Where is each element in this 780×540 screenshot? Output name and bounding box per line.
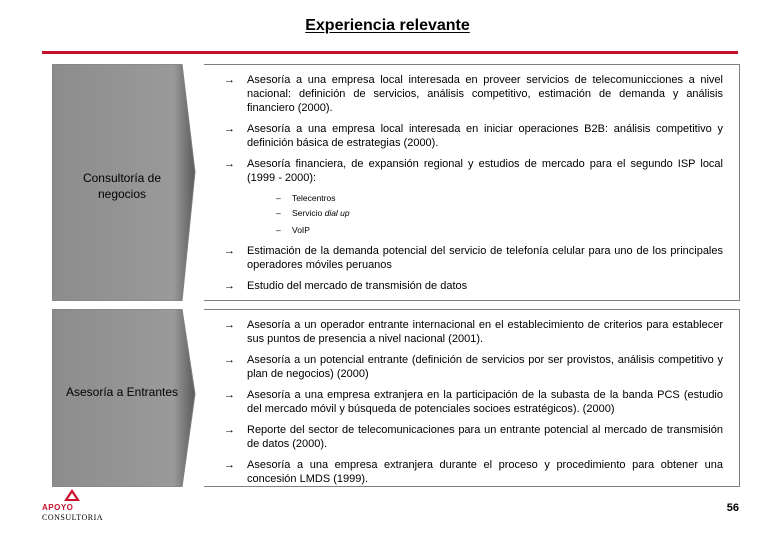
section-chevron [52,309,227,487]
sub-item-dialup [276,206,723,221]
arrow-right-icon: → [224,245,235,257]
arrow-right-icon: → [224,280,235,292]
item-text: Asesoría a un potencial entrante (definición de servicios por ser provistos, análisis competitivo y plan de negocios) (2000) [247,354,723,380]
sub-list [276,191,723,238]
page-title: Experiencia relevante [305,17,470,34]
sub-item-emphasis: dial up [324,208,350,218]
arrow-right-icon: → [224,424,235,436]
section-content-panel [204,64,740,301]
arrow-right-icon: → [224,354,235,366]
arrow-right-icon: → [224,389,235,401]
list-item [224,279,723,293]
item-text: Asesoría a un operador entrante internacional en el establecimiento de criterios para establecer sus puntos de presencia a nivel nacional (2001). [247,319,723,345]
section-entrantes [42,309,740,487]
arrow-right-icon: → [224,123,235,135]
item-text: Asesoría financiera, de expansión regional y estudios de mercado para el segundo ISP local (1999 - 2000): [247,158,723,184]
sub-item-text: VoIP [292,225,310,235]
title-divider [42,51,738,54]
list-item [224,157,723,185]
dash-icon: – [276,193,281,203]
section-chevron [52,64,227,301]
sub-item-text: Telecentros [292,193,336,203]
item-text: Estimación de la demanda potencial del servicio de telefonía celular para uno de los principales operadores móviles peruanos [247,245,723,271]
sub-item-voip [276,223,723,238]
item-text: Asesoría a una empresa extranjera durante el proceso y procedimiento para obtener una concesión LMDS (1999). [247,459,723,485]
section-label: Asesoría a Entrantes [65,385,179,399]
arrow-right-icon: → [224,459,235,471]
item-text: Reporte del sector de telecomunicaciones para un entrante potencial al mercado de transmisión de datos (2000). [247,424,723,450]
list-item [224,122,723,150]
list-item [224,423,723,451]
item-text: Asesoría a una empresa extranjera en la participación de la subasta de la banda PCS (estudio del mercado móvil y búsqueda de potenciales socioes estratégicos). (2000) [247,389,723,415]
company-logo [42,488,106,528]
sub-item-text: Servicio [292,208,325,218]
page-number: 56 [726,502,739,514]
item-text: Asesoría a una empresa local interesada en proveer servicios de telecomunicciones a nivel nacional: definición de servicios, análisis competitivo, estimación de demanda y análisis financiero (2000). [247,74,723,114]
item-text: Estudio del mercado de transmisión de datos [247,280,468,292]
dash-icon: – [276,208,281,218]
sub-item-telecentros [276,191,723,206]
logo-mark-icon [42,488,106,504]
logo-line-2: CONSULTORIA [42,513,104,522]
list-item [224,458,723,486]
dash-icon: – [276,225,281,235]
item-text: Asesoría a una empresa local interesada en iniciar operaciones B2B: análisis competitivo y definición básica de estrategias (2000). [247,123,723,149]
section-consultoria [42,64,740,301]
arrow-right-icon: → [224,74,235,86]
list-item [224,388,723,416]
list-item [224,73,723,115]
list-item [224,353,723,381]
section-label: Consultoría de negocios [82,171,162,201]
arrow-right-icon: → [224,158,235,170]
list-item [224,244,723,272]
logo-line-1: APOYO [42,503,74,512]
arrow-right-icon: → [224,319,235,331]
list-item [224,318,723,346]
section-content-panel [204,309,740,487]
